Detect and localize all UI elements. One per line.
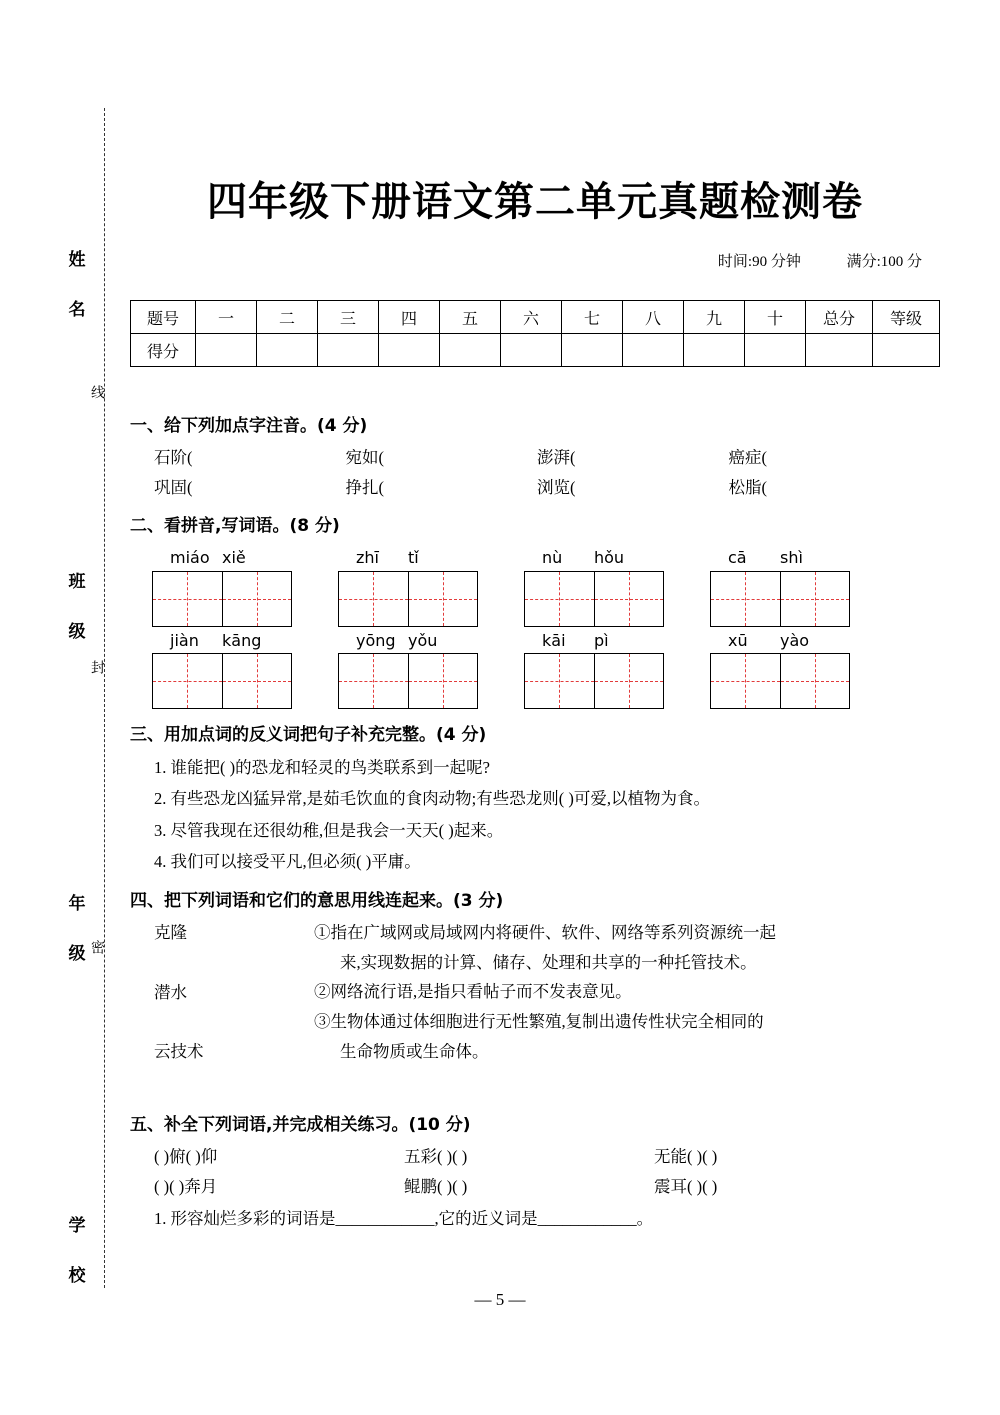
match-definition-cont: 生命物质或生命体。 bbox=[340, 1041, 489, 1061]
score-table-col-5: 五 bbox=[440, 301, 501, 334]
pinyin-question[interactable]: 宛如( bbox=[345, 448, 384, 468]
section-1-row-1 bbox=[154, 445, 920, 471]
pinyin-question[interactable]: 石阶( bbox=[154, 448, 193, 468]
section-2-heading: 二、看拼音,写词语。(8 分) bbox=[130, 516, 340, 537]
side-item-class: 班 级 bbox=[65, 572, 85, 646]
pinyin-label: nù hǒu bbox=[542, 547, 625, 567]
exam-meta bbox=[676, 250, 922, 271]
score-cell[interactable] bbox=[562, 334, 623, 367]
section-1-row-2 bbox=[154, 475, 920, 501]
score-table-col-total: 总分 bbox=[806, 301, 873, 334]
word-grid-group bbox=[338, 546, 524, 627]
tianzige-box[interactable] bbox=[152, 653, 292, 709]
side-mark-line: 线 bbox=[89, 385, 104, 403]
page-number: — 5 — bbox=[474, 1290, 526, 1309]
score-table-col-8: 八 bbox=[623, 301, 684, 334]
pinyin-question[interactable]: 巩固( bbox=[154, 477, 193, 497]
score-table-col-4: 四 bbox=[379, 301, 440, 334]
pinyin-label: zhī tǐ bbox=[356, 547, 419, 567]
side-mark-seal: 封 bbox=[89, 660, 104, 678]
match-term[interactable]: 潜水 bbox=[154, 982, 187, 1002]
score-table-col-3: 三 bbox=[318, 301, 379, 334]
score-cell[interactable] bbox=[684, 334, 745, 367]
tianzige-box[interactable] bbox=[152, 571, 292, 627]
pinyin-question[interactable]: 松脂( bbox=[728, 477, 767, 497]
side-item-school: 学 校 bbox=[65, 1216, 85, 1290]
score-table-label-score: 得分 bbox=[131, 334, 196, 367]
section-3-item-4[interactable]: 4. 我们可以接受平凡,但必须( )平庸。 bbox=[154, 852, 421, 872]
pinyin-question[interactable]: 澎湃( bbox=[537, 448, 576, 468]
match-left-column bbox=[154, 920, 314, 1099]
section-4-heading: 四、把下列词语和它们的意思用线连起来。(3 分) bbox=[130, 891, 504, 911]
side-mark-secret: 密 bbox=[89, 940, 104, 958]
idiom-blank[interactable]: 震耳( )( ) bbox=[654, 1176, 718, 1196]
score-cell[interactable] bbox=[623, 334, 684, 367]
score-table-col-9: 九 bbox=[684, 301, 745, 334]
section-5-question-1[interactable]: 1. 形容灿烂多彩的词语是____________,它的近义词是____________。 bbox=[154, 1208, 654, 1228]
section-3-item-1[interactable]: 1. 谁能把( )的恐龙和轻灵的鸟类联系到一起呢? bbox=[154, 757, 490, 777]
score-table-col-1: 一 bbox=[196, 301, 257, 334]
idiom-blank[interactable]: 鲲鹏( )( ) bbox=[404, 1176, 468, 1196]
word-grid-group bbox=[152, 546, 338, 627]
pinyin-label: cā shì bbox=[728, 547, 803, 567]
match-definition[interactable]: ③生物体通过体细胞进行无性繁殖,复制出遗传性状完全相同的 bbox=[314, 1012, 764, 1032]
word-grid-group bbox=[710, 629, 896, 710]
pinyin-label: kāi pì bbox=[542, 630, 609, 650]
idiom-blank[interactable]: 无能( )( ) bbox=[654, 1147, 718, 1167]
score-table-col-6: 六 bbox=[501, 301, 562, 334]
tianzige-box[interactable] bbox=[710, 571, 850, 627]
table-row bbox=[131, 301, 940, 334]
score-table-col-2: 二 bbox=[257, 301, 318, 334]
score-cell[interactable] bbox=[440, 334, 501, 367]
match-definition[interactable]: ②网络流行语,是指只看帖子而不发表意见。 bbox=[314, 982, 632, 1002]
pinyin-question[interactable]: 浏览( bbox=[537, 477, 576, 497]
score-table-label-no: 题号 bbox=[131, 301, 196, 334]
pinyin-label: xū yào bbox=[728, 630, 810, 650]
pinyin-question[interactable]: 挣扎( bbox=[345, 477, 384, 497]
score-cell[interactable] bbox=[196, 334, 257, 367]
score-cell[interactable] bbox=[501, 334, 562, 367]
tianzige-box[interactable] bbox=[338, 571, 478, 627]
score-table-col-7: 七 bbox=[562, 301, 623, 334]
side-info-column bbox=[40, 250, 110, 1290]
side-item-grade: 年 级 bbox=[65, 894, 85, 968]
score-cell[interactable] bbox=[257, 334, 318, 367]
word-grid-group bbox=[524, 629, 710, 710]
score-cell[interactable] bbox=[745, 334, 806, 367]
word-grid-group bbox=[710, 546, 896, 627]
idiom-fill-section bbox=[130, 1144, 920, 1199]
match-right-column bbox=[314, 920, 920, 1099]
score-cell[interactable] bbox=[318, 334, 379, 367]
score-table-col-grade: 等级 bbox=[873, 301, 940, 334]
tianzige-box[interactable] bbox=[710, 653, 850, 709]
exam-time: 时间:90 分钟 bbox=[717, 254, 801, 270]
score-cell[interactable] bbox=[873, 334, 940, 367]
section-2-row-2 bbox=[152, 629, 920, 710]
idiom-row-2 bbox=[154, 1174, 920, 1200]
idiom-row-1 bbox=[154, 1144, 920, 1170]
tianzige-box[interactable] bbox=[338, 653, 478, 709]
word-grid-group bbox=[152, 629, 338, 710]
score-cell[interactable] bbox=[806, 334, 873, 367]
pinyin-label: miáo xiě bbox=[170, 547, 246, 567]
match-definition[interactable]: ①指在广域网或局域网内将硬件、软件、网络等系列资源统一起 bbox=[314, 923, 776, 943]
page-title: 四年级下册语文第二单元真题检测卷 bbox=[207, 179, 863, 225]
score-table-col-10: 十 bbox=[745, 301, 806, 334]
section-1-heading: 一、给下列加点字注音。(4 分) bbox=[130, 416, 368, 436]
side-item-name: 姓 名 bbox=[65, 250, 85, 324]
section-3-item-3[interactable]: 3. 尽管我现在还很幼稚,但是我会一天天( )起来。 bbox=[154, 820, 504, 840]
pinyin-question[interactable]: 癌症( bbox=[728, 448, 767, 468]
section-2-row-1 bbox=[152, 546, 920, 627]
exam-total-score: 满分:100 分 bbox=[846, 254, 922, 270]
match-section bbox=[154, 920, 920, 1099]
score-table bbox=[130, 300, 940, 367]
idiom-blank[interactable]: ( )( )奔月 bbox=[154, 1176, 218, 1196]
section-3-heading: 三、用加点词的反义词把句子补充完整。(4 分) bbox=[130, 725, 487, 746]
section-5-heading: 五、补全下列词语,并完成相关练习。(10 分) bbox=[130, 1115, 471, 1136]
tianzige-box[interactable] bbox=[524, 653, 664, 709]
score-cell[interactable] bbox=[379, 334, 440, 367]
word-grid-group bbox=[338, 629, 524, 710]
idiom-blank[interactable]: ( )俯( )仰 bbox=[154, 1147, 218, 1167]
pinyin-label: jiàn kāng bbox=[170, 630, 262, 650]
idiom-blank[interactable]: 五彩( )( ) bbox=[404, 1147, 468, 1167]
match-term[interactable]: 克隆 bbox=[154, 923, 187, 943]
exam-content bbox=[130, 400, 920, 1237]
pinyin-label: yōng yǒu bbox=[356, 630, 438, 650]
table-row bbox=[131, 334, 940, 367]
match-definition-cont: 来,实现数据的计算、储存、处理和共享的一种托管技术。 bbox=[340, 952, 757, 972]
word-grid-group bbox=[524, 546, 710, 627]
match-term[interactable]: 云技术 bbox=[154, 1042, 204, 1062]
section-3-item-2[interactable]: 2. 有些恐龙凶猛异常,是茹毛饮血的食肉动物;有些恐龙则( )可爱,以植物为食。 bbox=[154, 789, 710, 809]
tianzige-box[interactable] bbox=[524, 571, 664, 627]
